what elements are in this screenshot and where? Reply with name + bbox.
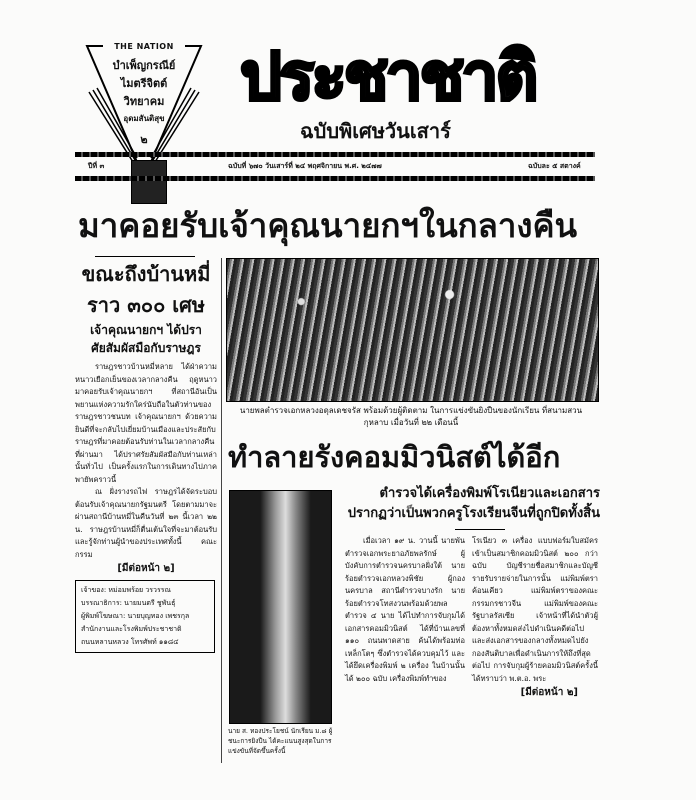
dateline-page: ปีที่ ๓ [88,162,105,170]
right-story-col-1: เมื่อเวลา ๑๙ น. วานนี้ นายพันตำรวจเอกพระยาอภัยพลรักษ์ ผู้บังคับการตำรวจนครบาลฝั่งใต้ นายร้อยตำรวจเอกหลวงพิชัย ผู้กองนครบาล สถานีตำรวจบางรัก นายร้อยตำรวจโทสงวนพร้อมด้วยพลตำรวจ ๔ นาย ได้ไปทำการจับกุมได้เอกสารคอมมิวนิสต์ ได้ที่บ้านเลขที่ ๑๑๐ ถนนพาดสาย ค้นได้พร้อมท่อเหล็กโตๆ ซึ่งตำรวจได้ควบคุมไว้ และได้ยึดเครื่องพิมพ์ ๒ เครื่อง ในบ้านนั้นได้ ๒๐๐ ฉบับ เครื่องพิมพ์ทำของ [345,536,465,683]
left-continued-link[interactable]: [มีต่อหน้า ๒] [117,563,175,574]
left-subhead-1: เจ้าคุณนายกฯ ได้ปรา [90,323,202,337]
left-headline-2: ราว ๓๐๐ เศษ [87,293,205,317]
logo-motto-4: อุดมสันติสุข [123,114,165,123]
thailand-map-icon [131,160,167,204]
divider [95,256,195,257]
imprint-box [75,580,215,653]
imprint-editor: บรรณาธิการ: นายมนตรี ชูพันธุ์ [81,599,176,607]
left-story-body: ราษฎรชาวบ้านหมี่หลาย ได้ฝ่าความหนาวเยือกเย็นของเวลากลางคืน ฤดูหนาวมาคอยรับเจ้าคุณนายกฯ ที่สถานีอันเป็นพยานแห่งความรักใคร่นับถือในตัวท่านของราษฎรชาวชนบท เจ้าคุณนายกฯ ด้วยความยินดีที่จะกลับไปเยี่ยมบ้านเมืองและประสัยกับราษฎรที่มาคอยต้อนรับท่านในเวลากลางคืนที่ผ่านมา ได้ปราศรัยสัมผัสมือกับท่านเหล่านั้นทั่วไป เป็นครั้งแรกในการเดินทางไปภาคพายัพคราวนี้ [75,362,217,484]
right-continued-link[interactable]: [มีต่อหน้า ๒] [520,687,578,698]
masthead-subtitle: ฉบับพิเศษวันเสาร์ [300,119,451,143]
imprint-owner: เจ้าของ: หม่อมพร้อย วรวรรณ [81,586,172,594]
left-column [75,259,217,653]
logo-number: ๒ [140,133,148,146]
dateline-price: ฉบับละ ๕ สตางค์ [528,162,581,170]
right-column-2 [472,535,598,700]
right-story-col-2: โรเนียว ๓ เครื่อง แบบฟอร์มใบสมัครเข้าเป็นสมาชิกคอมมิวนิสต์ ๒๐๐ กว่าฉบับ บัญชีรายชื่อสมาชิกและบัญชีรายรับรายจ่ายในการนั้น แม่พิมพ์ตราค้อนเคียว แม่พิมพ์ตราของคณะกรรมกรชาวจีน แม่พิมพ์ของคณะรัฐบาลรัสเซีย เจ้าหน้าที่ได้นำตัวผู้ต้องหาทั้งหมดส่งไปดำเนินคดีต่อไป และส่งเอกสารของกลางทั้งหมดไปยังกองสันติบาลเพื่อดำเนินการให้ถึงที่สุดต่อไป การจับกุมผู้ร้ายคอมมิวนิสต์ครั้งนี้ ได้ทราบว่า พ.ต.อ. พระ [472,536,598,683]
photo-student-portrait [229,490,332,724]
column-divider [221,258,222,763]
right-subhead [345,484,600,524]
photo-shooting-competition [226,258,599,402]
left-subhead-2: ศัยสัมผัสมือกับราษฎร [91,341,201,355]
masthead-title: ประชาชาติ [240,38,536,115]
imprint-office: สำนักงานและโรงพิมพ์ประชาชาติ [81,625,182,633]
imprint-address: ถนนหลานหลวง โทรศัพท์ ๑๑๘๔ [81,638,179,646]
top-rule [75,152,595,157]
imprint-publisher: ผู้พิมพ์โฆษณา: นายบุญทอง เพชรกุล [81,612,190,620]
main-headline: มาคอยรับเจ้าคุณนายกฯในกลางคืน [78,206,578,245]
photo-1-caption: นายพลตำรวจเอกหลวงอดุลเดชจรัส พร้อมด้วยผู้ติดตาม ในการแข่งขันยิงปืนของนักเรียน ที่สนามสวนกุหลาบ เมื่อวันที่ ๒๒ เดือนนี้ [239,406,583,427]
photo-2-caption: นาย ส. ทองประโยชน์ นักเรียน ม.๘ ผู้ชนะการยิงปืน ได้คะแนนสูงสุดในการแข่งขันที่จัดขึ้นครั้งนี้ [228,727,333,755]
bottom-rule [75,176,595,181]
second-headline: ทำลายรังคอมมิวนิสต์ได้อีก [228,440,561,474]
logo-title: THE NATION [103,42,185,52]
dateline-issue: ฉบับที่ ๖๗๐ วันเสาร์ที่ ๒๔ พฤศจิกายน พ.ศ. ๒๔๗๗ [228,162,382,170]
left-story-body-2: ณ ฝั่งรางรถไฟ ราษฎรได้จัดระบอบต้อนรับเจ้าคุณนายกรัฐมนตรี โดยตามมาจะผ่านสถานีบ้านหมี่ในคืนวันที่ ๒๓ นี้เวลา ๒๒ น. ราษฎรบ้านหมี่ก็ตื่นเต้นใจที่จะมาต้อนรับและรู้จักท่านผู้นำของประเทศทั้งนี้ คณะกรรม [75,487,217,559]
left-headline-1: ขณะถึงบ้านหมี่ [81,262,211,286]
right-subhead-1: ตำรวจได้เครื่องพิมพ์โรเนียวและเอกสาร [379,486,600,501]
right-subhead-2: ปรากฏว่าเป็นพวกครูโรงเรียนจีนที่ถูกปิดทั้งสิ้น [347,506,600,521]
logo-motto-3: วิทยาคม [123,95,165,108]
nation-logo [85,42,203,170]
logo-motto-1: บำเพ็ญกรณีย์ [112,59,176,72]
logo-motto-2: ไมตรีจิตต์ [120,77,168,90]
divider [455,529,505,530]
